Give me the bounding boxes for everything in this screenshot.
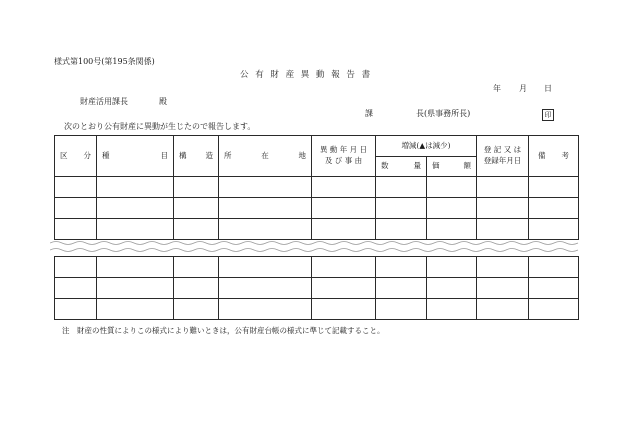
date-year-label: 年: [493, 84, 501, 93]
table-row: [55, 198, 579, 219]
form-number: 様式第100号(第195条関係): [54, 57, 155, 66]
date-month-label: 月: [519, 84, 527, 93]
header-shozaichi: 所 在 地: [219, 136, 312, 177]
intro-text: 次のとおり公有財産に異動が生じたので報告します。: [64, 122, 256, 131]
sender-title: 長(県事務所長): [416, 109, 471, 118]
header-kubun: 区 分: [55, 136, 97, 177]
report-table-upper: [54, 135, 579, 240]
header-zogen: 増減(▲は減少): [376, 136, 477, 157]
table-row: [55, 219, 579, 240]
table-row: [55, 278, 579, 299]
date-day-label: 日: [544, 84, 552, 93]
report-table-lower: [54, 256, 579, 320]
seal-stamp-box: 印: [542, 109, 554, 121]
header-toki: 登 記 又 は 登録年月日: [477, 136, 529, 177]
table-row: [55, 257, 579, 278]
header-ido: 異 動 年 月 日 及 び 事 由: [312, 136, 376, 177]
table-row: [55, 299, 579, 320]
sender-section-label: 課: [365, 109, 373, 118]
recipient-honorific: 殿: [159, 97, 167, 106]
table-row: [55, 177, 579, 198]
recipient-name: 財産活用課長: [80, 97, 128, 106]
header-biko: 備 考: [529, 136, 579, 177]
header-kozo: 構 造: [174, 136, 219, 177]
header-kakaku: 価 額: [427, 157, 477, 177]
footnote: 注 財産の性質によりこの様式により難いときは，公有財産台帳の様式に準じて記載すること。: [62, 326, 385, 335]
table-break: [50, 240, 582, 252]
header-shumoku: 種 目: [97, 136, 174, 177]
document-title: 公 有 財 産 異 動 報 告 書: [240, 70, 373, 80]
header-suryo: 数 量: [376, 157, 427, 177]
